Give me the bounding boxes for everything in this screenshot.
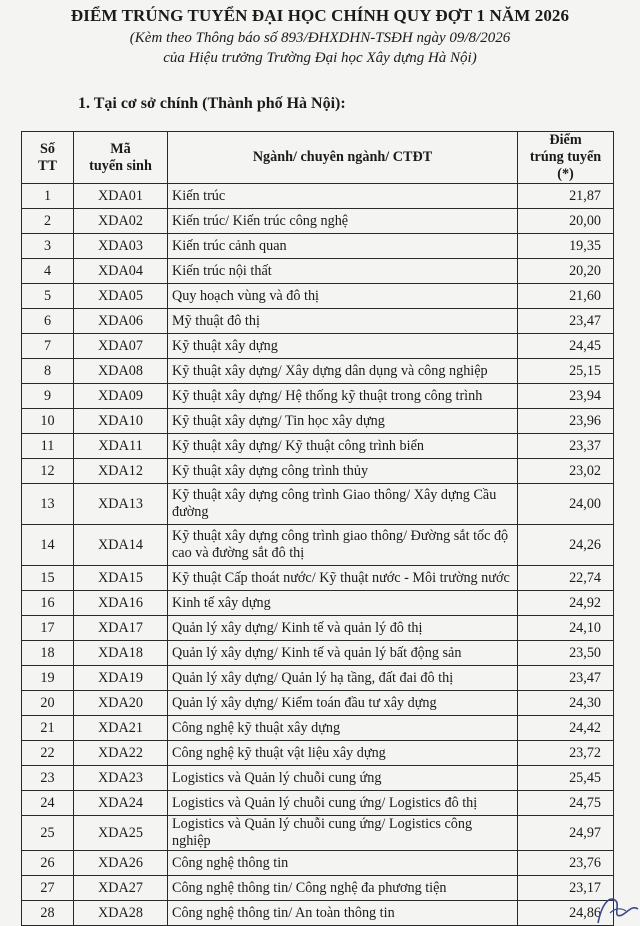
row-major-name: Công nghệ thông tin/ Công nghệ đa phương tiện	[168, 876, 518, 901]
row-code: XDA02	[74, 209, 168, 234]
table-row	[22, 234, 614, 259]
row-major-name: Kỹ thuật Cấp thoát nước/ Kỹ thuật nước - Môi trường nước	[168, 566, 518, 591]
row-score: 24,26	[518, 525, 614, 566]
row-major-name: Quản lý xây dựng/ Quản lý hạ tầng, đất đai đô thị	[168, 666, 518, 691]
row-score: 20,20	[518, 259, 614, 284]
row-code: XDA16	[74, 591, 168, 616]
header-code: Mã tuyển sinh	[74, 132, 168, 184]
row-major-name: Công nghệ thông tin	[168, 851, 518, 876]
table-row	[22, 591, 614, 616]
row-code: XDA14	[74, 525, 168, 566]
row-code: XDA17	[74, 616, 168, 641]
table-row	[22, 666, 614, 691]
row-major-name: Kỹ thuật xây dựng	[168, 334, 518, 359]
row-major-name: Kỹ thuật xây dựng/ Xây dựng dân dụng và công nghiệp	[168, 359, 518, 384]
table-row	[22, 484, 614, 525]
table-body	[22, 184, 614, 926]
table-row	[22, 816, 614, 851]
table-row	[22, 876, 614, 901]
row-score: 21,87	[518, 184, 614, 209]
row-major-name: Quản lý xây dựng/ Kiểm toán đầu tư xây dựng	[168, 691, 518, 716]
row-major-name: Kiến trúc cảnh quan	[168, 234, 518, 259]
row-stt: 17	[22, 616, 74, 641]
row-score: 23,47	[518, 666, 614, 691]
row-score: 24,97	[518, 816, 614, 851]
row-score: 24,92	[518, 591, 614, 616]
row-code: XDA01	[74, 184, 168, 209]
row-stt: 20	[22, 691, 74, 716]
row-major-name: Logistics và Quản lý chuỗi cung ứng/ Logistics công nghiệp	[168, 816, 518, 851]
row-stt: 7	[22, 334, 74, 359]
row-stt: 23	[22, 766, 74, 791]
row-score: 23,72	[518, 741, 614, 766]
row-code: XDA04	[74, 259, 168, 284]
row-major-name: Kỹ thuật xây dựng công trình thủy	[168, 459, 518, 484]
row-score: 25,15	[518, 359, 614, 384]
row-code: XDA22	[74, 741, 168, 766]
row-code: XDA11	[74, 434, 168, 459]
row-stt: 13	[22, 484, 74, 525]
table-header-row	[22, 132, 614, 184]
row-major-name: Kiến trúc/ Kiến trúc công nghệ	[168, 209, 518, 234]
table-row	[22, 525, 614, 566]
table-row	[22, 334, 614, 359]
row-code: XDA24	[74, 791, 168, 816]
row-score: 23,02	[518, 459, 614, 484]
row-score: 24,10	[518, 616, 614, 641]
header-stt: Số TT	[22, 132, 74, 184]
row-stt: 18	[22, 641, 74, 666]
table-row	[22, 284, 614, 309]
row-major-name: Công nghệ thông tin/ An toàn thông tin	[168, 901, 518, 926]
row-score: 23,50	[518, 641, 614, 666]
row-major-name: Logistics và Quản lý chuỗi cung ứng/ Logistics đô thị	[168, 791, 518, 816]
row-stt: 22	[22, 741, 74, 766]
row-stt: 28	[22, 901, 74, 926]
row-stt: 4	[22, 259, 74, 284]
row-code: XDA05	[74, 284, 168, 309]
row-code: XDA19	[74, 666, 168, 691]
row-score: 23,37	[518, 434, 614, 459]
row-stt: 8	[22, 359, 74, 384]
row-code: XDA03	[74, 234, 168, 259]
table-row	[22, 766, 614, 791]
row-score: 24,75	[518, 791, 614, 816]
row-stt: 11	[22, 434, 74, 459]
row-stt: 21	[22, 716, 74, 741]
table-row	[22, 791, 614, 816]
table-row	[22, 309, 614, 334]
row-stt: 9	[22, 384, 74, 409]
row-score: 20,00	[518, 209, 614, 234]
row-code: XDA25	[74, 816, 168, 851]
header-score: Điểm trúng tuyển (*)	[518, 132, 614, 184]
row-code: XDA09	[74, 384, 168, 409]
row-major-name: Quy hoạch vùng và đô thị	[168, 284, 518, 309]
row-code: XDA07	[74, 334, 168, 359]
row-major-name: Kỹ thuật xây dựng/ Kỹ thuật công trình biển	[168, 434, 518, 459]
row-score: 24,45	[518, 334, 614, 359]
row-major-name: Quản lý xây dựng/ Kinh tế và quản lý bất động sản	[168, 641, 518, 666]
document-title: ĐIỂM TRÚNG TUYỂN ĐẠI HỌC CHÍNH QUY ĐỢT 1 NĂM 2026	[70, 6, 570, 25]
row-major-name: Kỹ thuật xây dựng/ Hệ thống kỹ thuật trong công trình	[168, 384, 518, 409]
row-major-name: Kiến trúc	[168, 184, 518, 209]
row-score: 24,42	[518, 716, 614, 741]
row-stt: 16	[22, 591, 74, 616]
row-stt: 24	[22, 791, 74, 816]
row-stt: 26	[22, 851, 74, 876]
table-row	[22, 184, 614, 209]
row-stt: 5	[22, 284, 74, 309]
table-row	[22, 851, 614, 876]
row-score: 21,60	[518, 284, 614, 309]
row-stt: 27	[22, 876, 74, 901]
row-code: XDA27	[74, 876, 168, 901]
table-row	[22, 384, 614, 409]
row-stt: 15	[22, 566, 74, 591]
row-code: XDA15	[74, 566, 168, 591]
row-code: XDA13	[74, 484, 168, 525]
row-major-name: Kỹ thuật xây dựng/ Tin học xây dựng	[168, 409, 518, 434]
table-row	[22, 409, 614, 434]
table-row	[22, 641, 614, 666]
row-code: XDA12	[74, 459, 168, 484]
row-code: XDA26	[74, 851, 168, 876]
signature-mark	[592, 893, 640, 925]
row-score: 22,74	[518, 566, 614, 591]
row-major-name: Kỹ thuật xây dựng công trình Giao thông/ Xây dựng Cầu đường	[168, 484, 518, 525]
row-stt: 3	[22, 234, 74, 259]
row-stt: 10	[22, 409, 74, 434]
row-major-name: Logistics và Quản lý chuỗi cung ứng	[168, 766, 518, 791]
table-row	[22, 741, 614, 766]
row-code: XDA10	[74, 409, 168, 434]
table-row	[22, 434, 614, 459]
row-score: 24,00	[518, 484, 614, 525]
row-score: 23,94	[518, 384, 614, 409]
row-code: XDA08	[74, 359, 168, 384]
table-row	[22, 359, 614, 384]
row-major-name: Kiến trúc nội thất	[168, 259, 518, 284]
document-subtitle-line2: của Hiệu trưởng Trường Đại học Xây dựng Hà Nội)	[163, 50, 477, 66]
row-stt: 25	[22, 816, 74, 851]
row-score: 23,96	[518, 409, 614, 434]
table-row	[22, 459, 614, 484]
row-code: XDA18	[74, 641, 168, 666]
row-score: 23,76	[518, 851, 614, 876]
row-score: 24,86	[518, 901, 614, 926]
section-title: 1. Tại cơ sở chính (Thành phố Hà Nội):	[78, 95, 346, 112]
table-row	[22, 616, 614, 641]
document-subtitle-line1: (Kèm theo Thông báo số 893/ĐHXDHN-TSĐH ngày 09/8/2026	[129, 30, 511, 46]
row-code: XDA28	[74, 901, 168, 926]
row-stt: 12	[22, 459, 74, 484]
row-stt: 1	[22, 184, 74, 209]
row-major-name: Quản lý xây dựng/ Kinh tế và quản lý đô thị	[168, 616, 518, 641]
row-code: XDA23	[74, 766, 168, 791]
row-score: 23,17	[518, 876, 614, 901]
row-score: 23,47	[518, 309, 614, 334]
row-stt: 6	[22, 309, 74, 334]
row-score: 24,30	[518, 691, 614, 716]
row-code: XDA06	[74, 309, 168, 334]
row-stt: 2	[22, 209, 74, 234]
row-major-name: Công nghệ kỹ thuật vật liệu xây dựng	[168, 741, 518, 766]
table-row	[22, 259, 614, 284]
row-major-name: Mỹ thuật đô thị	[168, 309, 518, 334]
row-major-name: Kinh tế xây dựng	[168, 591, 518, 616]
table-row	[22, 691, 614, 716]
row-score: 19,35	[518, 234, 614, 259]
row-stt: 19	[22, 666, 74, 691]
table-row	[22, 209, 614, 234]
row-code: XDA21	[74, 716, 168, 741]
row-stt: 14	[22, 525, 74, 566]
row-code: XDA20	[74, 691, 168, 716]
table-row	[22, 566, 614, 591]
row-score: 25,45	[518, 766, 614, 791]
admission-score-table	[21, 131, 614, 926]
row-major-name: Công nghệ kỹ thuật xây dựng	[168, 716, 518, 741]
row-major-name: Kỹ thuật xây dựng công trình giao thông/ Đường sắt tốc độ cao và đường sắt đô thị	[168, 525, 518, 566]
table-row	[22, 716, 614, 741]
header-major: Ngành/ chuyên ngành/ CTĐT	[168, 132, 518, 184]
